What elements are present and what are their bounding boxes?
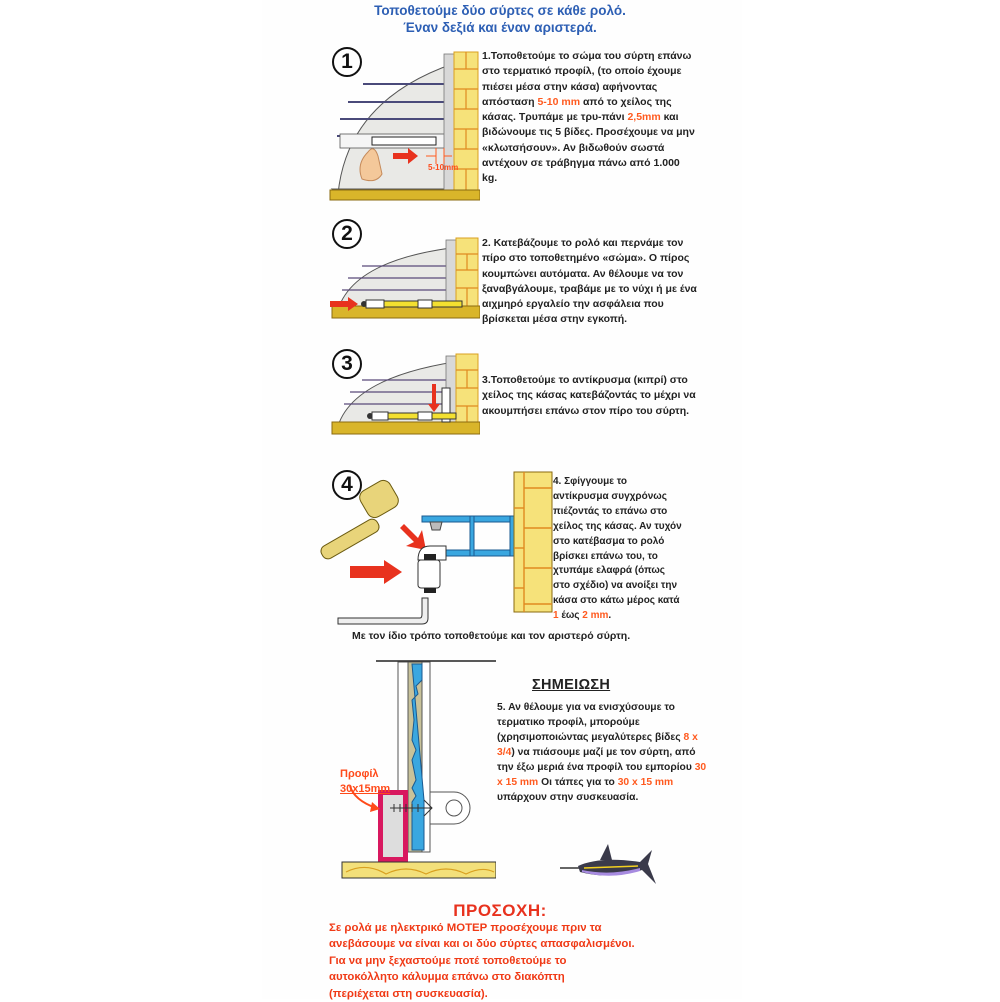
- bolt-hole: [446, 800, 462, 816]
- text-run: από το χείλος της κάσας. Τρυπάμε με τρυ-πάνι: [482, 95, 672, 124]
- bolt-body: [372, 137, 436, 145]
- warning-title: ΠΡΟΣΟΧΗ:: [453, 901, 547, 920]
- page-header: [300, 2, 700, 36]
- highlight-run: 8 x 3/4: [497, 732, 698, 758]
- step-3-text: [482, 373, 697, 419]
- highlight-run: 2,5mm: [627, 111, 661, 124]
- floor-sill: [332, 422, 480, 434]
- swordfish-logo: [560, 840, 660, 895]
- step-number-4: 4: [332, 470, 362, 500]
- text-run: 2. Κατεβάζουμε το ρολό και περνάμε τον πίρο στο τοποθετημένο «σώμα». Ο πίρος κουμπώνει αυτόματα. Αν θέλουμε να τον ξαναβγάλουμε, τραβάμε με το νύχι ή με ένα αιχμηρό εργαλείο την ασφάλεια που βρίσκεται μέσα στην εγκοπή.: [482, 237, 697, 326]
- text-run: .: [608, 610, 612, 622]
- text-run: ) να πιάσουμε μαζί με τον σύρτη, από την έξω μεριά ένα προφίλ του εμπορίου: [497, 747, 696, 773]
- highlight-run: 30 x 15 mm: [617, 777, 674, 788]
- warning-line: (περιέχεται στη συσκευασία).: [329, 987, 488, 1000]
- arrow-diagonal-icon: [400, 524, 426, 550]
- warning-text: [329, 920, 729, 1002]
- header-line-1: Τοποθετούμε δύο σύρτες σε κάθε ρολό.: [374, 3, 626, 18]
- bolt-pin: [367, 412, 456, 420]
- fish-fin: [600, 844, 612, 860]
- highlight-run: 2 mm: [582, 610, 609, 622]
- header-line-2: Έναν δεξιά και έναν αριστερά.: [403, 20, 597, 35]
- warning-line: αυτοκόλλητο κάλυμμα επάνω στο διακόπτη: [329, 971, 565, 984]
- strike-plate: [418, 546, 446, 593]
- text-run: 3.Τοποθετούμε το αντίκρυσμα (κιπρί) στο χείλος της κάσας κατεβάζοντάς το μέχρι να ακουμπήσει επάνω στον πίρο του σύρτη.: [482, 374, 696, 417]
- brick-wall: [456, 238, 478, 306]
- floor-sill: [330, 190, 480, 200]
- warning-line: ανεβάσουμε να είναι και οι δύο σύρτες απασφαλισμένοι.: [329, 938, 635, 951]
- text-run: υπάρχουν στην συσκευασία.: [497, 792, 639, 803]
- brick-wall: [514, 472, 552, 612]
- floor-sill: [332, 306, 480, 318]
- step-4-text: [553, 475, 683, 624]
- step-number-2: 2: [332, 219, 362, 249]
- floor-sill: [342, 862, 496, 878]
- note-text: [497, 700, 707, 805]
- step-number-1: 1: [332, 47, 362, 77]
- highlight-run: 5-10 mm: [537, 95, 581, 108]
- step-2-text: [482, 236, 697, 328]
- profile-label-line-2: 30x15mm: [340, 783, 391, 795]
- text-run: 5. Αν θέλουμε για να ενισχύσουμε το τερματικο προφίλ, μπορούμε (χρησιμοποιώντας μεγαλύτερες βίδες: [497, 702, 684, 743]
- text-run: 4. Σφίγγουμε το αντίκρυσμα συγχρόνως πιέζοντάς το επάνω στο χείλος της κάσας. Αν τυχόν στο κατέβασμα το ρολό βρίσκει επάνω του, το χτυπάμε ελαφρά (όπως στο σχέδιο) να ανοίξει την κάσα στο κάτω μέρος κατά: [553, 476, 682, 607]
- note-title: ΣΗΜΕΙΩΣΗ: [532, 677, 611, 693]
- text-run: Οι τάπες για το: [538, 777, 618, 788]
- arrow-right-icon: [350, 560, 402, 584]
- text-run: έως: [558, 610, 583, 622]
- text-run: 1.Τοποθετούμε το σώμα του σύρτη επάνω στο τερματικό προφίλ, (το οποίο έχουμε πιέσει μέσα στην κάσα) αφήνοντας απόσταση: [482, 50, 692, 108]
- allen-key-icon: [338, 598, 428, 624]
- highlight-run: 1: [553, 610, 559, 622]
- left-bolt-note: Με τον ίδιο τρόπο τοποθετούμε και τον αριστερό σύρτη.: [352, 630, 631, 642]
- profile-label-line-1: Προφίλ: [340, 768, 379, 780]
- profile-label: [340, 767, 390, 797]
- bolt-pin: [361, 300, 462, 308]
- highlight-run: 30 x 15 mm: [497, 762, 707, 788]
- warning-line: Σε ρολά με ηλεκτρικό ΜΟΤΕΡ προσέχουμε πριν τα: [329, 922, 602, 934]
- gap-label: 5-10mm: [428, 163, 459, 172]
- frame-rail: [446, 240, 456, 306]
- warning-line: Για να μην ξεχαστούμε ποτέ τοποθετούμε το: [329, 954, 567, 967]
- brick-wall: [456, 354, 478, 422]
- text-run: και βιδώνουμε τις 5 βίδες. Προσέχουμε να μην «κλωτσήσουν». Αν βιδωθούν σωστά αντέχουν σε τράβηγμα πάνω από 1.000 kg.: [482, 111, 695, 185]
- step-1-text: [482, 49, 697, 187]
- step-number-3: 3: [332, 349, 362, 379]
